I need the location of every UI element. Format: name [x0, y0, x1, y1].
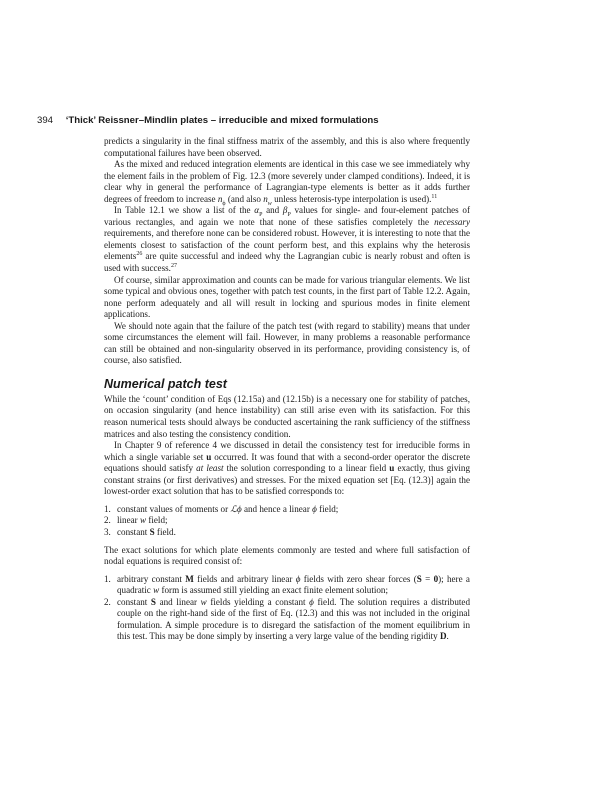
exact-solution-list [104, 574, 470, 643]
paragraph-8: The exact solutions for which plate elements commonly are tested and where full satisfaction of nodal equations is required consist of: [104, 544, 470, 567]
condition-list [104, 504, 470, 539]
citation-11: 11 [431, 193, 438, 200]
paragraph-2: As the mixed and reduced integration elements are identical in this case we see immediately why the element fails in the problem of Fig. 12.3 (more severely under clamped conditions). Indeed, it is clear why in general the performance of Lagrangian-type elements is better as it adds further degrees of freedom to increase $n_\phi$ (and also $n_w$ unless heterosis-type interpolation is used).$^{11}$ [104, 159, 470, 207]
running-title: ‘Thick’ Reissner–Mindlin plates – irreducible and mixed formulations [65, 115, 379, 126]
page-number: 394 [37, 115, 54, 126]
paragraph-5: We should note again that the failure of the patch test (with regard to stability) means that under some circumstances the element will fail. However, in many problems a reasonable performance can still be obtained and non-singularity observed in its performance, providing consistency is, of course, also satisfied. [104, 320, 470, 366]
section-heading: Numerical patch test [104, 376, 227, 391]
paragraph-7: In Chapter 9 of reference 4 we discussed in detail the consistency test for irreducible forms in which a single variable set u occurred. It was found that with a second-order operator the discrete equations should satisfy at least the solution corresponding to a linear field u exactly, thus giving constant strains (or first derivatives) and stresses. For the mixed equation set [Eq. (12.3)] again the lowest-order exact solution that has to be satisfied corresponds to: [104, 440, 470, 497]
running-header [37, 115, 517, 126]
citation-26: 26 [136, 251, 143, 258]
paragraph-6: While the ‘count’ condition of Eqs (12.15a) and (12.15b) is a necessary one for stability of patches, on occasion singularity (and hence instability) can still arise even with its satisfaction. For this reason numerical tests should always be conducted ascertaining the rank sufficiency of the stiffness matrices and also testing the consistency condition. [104, 393, 470, 439]
list-item: 1. arbitrary constant M fields and arbitrary linear ϕ fields with zero shear forces (S = 0); here a quadratic w form is assumed still yielding an exact finite element solution; [104, 573, 470, 596]
paragraph-1: predicts a singularity in the final stiffness matrix of the assembly, and this is also where frequently computational failures have been observed. [104, 136, 470, 158]
paragraph-3: In Table 12.1 we show a list of the $\alpha_P$ and $\beta_P$ values for single- and four-element patches of various rectangles, and again we note that none of these satisfies completely the necessary requirements, and therefore none can be considered robust. However, it is interesting to note that the elements closest to satisfaction of the count perform best, and this explains why the heterosis elements$^{26}$ are quite successful and indeed why the Lagrangian cubic is nearly robust and often is used with success.$^{27}$ [104, 205, 470, 274]
list-item: 1. constant values of moments or ℒϕ and hence a linear ϕ field; [104, 503, 339, 514]
list-item: 2. linear w field; [104, 515, 168, 526]
page-body [104, 136, 470, 643]
paragraph-4: Of course, similar approximation and counts can be made for various triangular elements. We list some typical and obvious ones, together with patch test counts, in the first part of Table 12.2. Again, none perform adequately and all will result in locking and spurious modes in finite element applications. [104, 274, 470, 320]
citation-27: 27 [170, 262, 177, 269]
list-item: 2. constant S and linear w fields yielding a constant ϕ field. The solution requires a distributed couple on the right-hand side of the first of Eq. (12.3) and this was not included in the original formulation. A simple procedure is to disregard the satisfaction of the moment equilibrium in this test. This may be done simply by inserting a very large value of the bending rigidity D. [104, 596, 470, 642]
list-item: 3. constant S field. [104, 526, 176, 537]
